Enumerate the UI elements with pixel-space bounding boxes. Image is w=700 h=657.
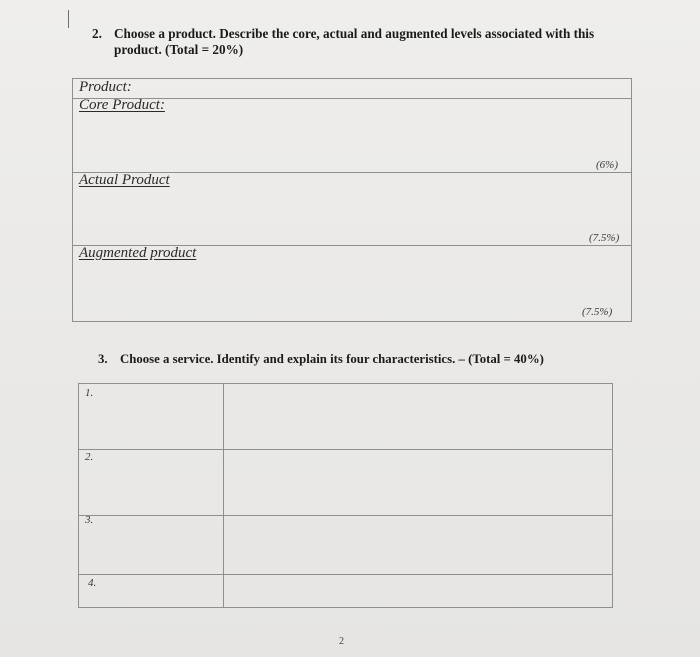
page-number: 2: [339, 636, 344, 647]
question-2: [92, 26, 652, 58]
question-3: [98, 352, 618, 367]
service-row-3-number: 3.: [85, 514, 94, 526]
question-2-line-1: [92, 26, 652, 42]
product-label: Product:: [79, 79, 132, 95]
question-2-line-2: product. (Total = 20%): [114, 42, 244, 57]
actual-product-label: Actual Product: [79, 172, 170, 188]
augmented-weight: (7.5%): [582, 306, 613, 318]
question-2-number: 2.: [92, 26, 102, 41]
core-product-label: Core Product:: [79, 97, 165, 113]
product-table: [72, 78, 632, 322]
service-row-1-number: 1.: [85, 387, 94, 399]
service-row-divider-2: [78, 515, 613, 516]
service-row-divider-1: [78, 449, 613, 450]
service-row-divider-3: [78, 574, 613, 575]
service-row-2-number: 2.: [85, 451, 94, 463]
core-weight: (6%): [596, 159, 618, 171]
question-3-text: Choose a service. Identify and explain its four characteristics. – (Total = 40%): [120, 352, 544, 366]
question-3-number: 3.: [98, 352, 108, 366]
actual-weight: (7.5%): [589, 232, 620, 244]
margin-mark: [68, 10, 69, 28]
augmented-product-label: Augmented product: [79, 245, 197, 261]
question-2-text: Choose a product. Describe the core, actual and augmented levels associated with this: [114, 26, 595, 41]
service-row-4-number: 4.: [88, 577, 97, 589]
